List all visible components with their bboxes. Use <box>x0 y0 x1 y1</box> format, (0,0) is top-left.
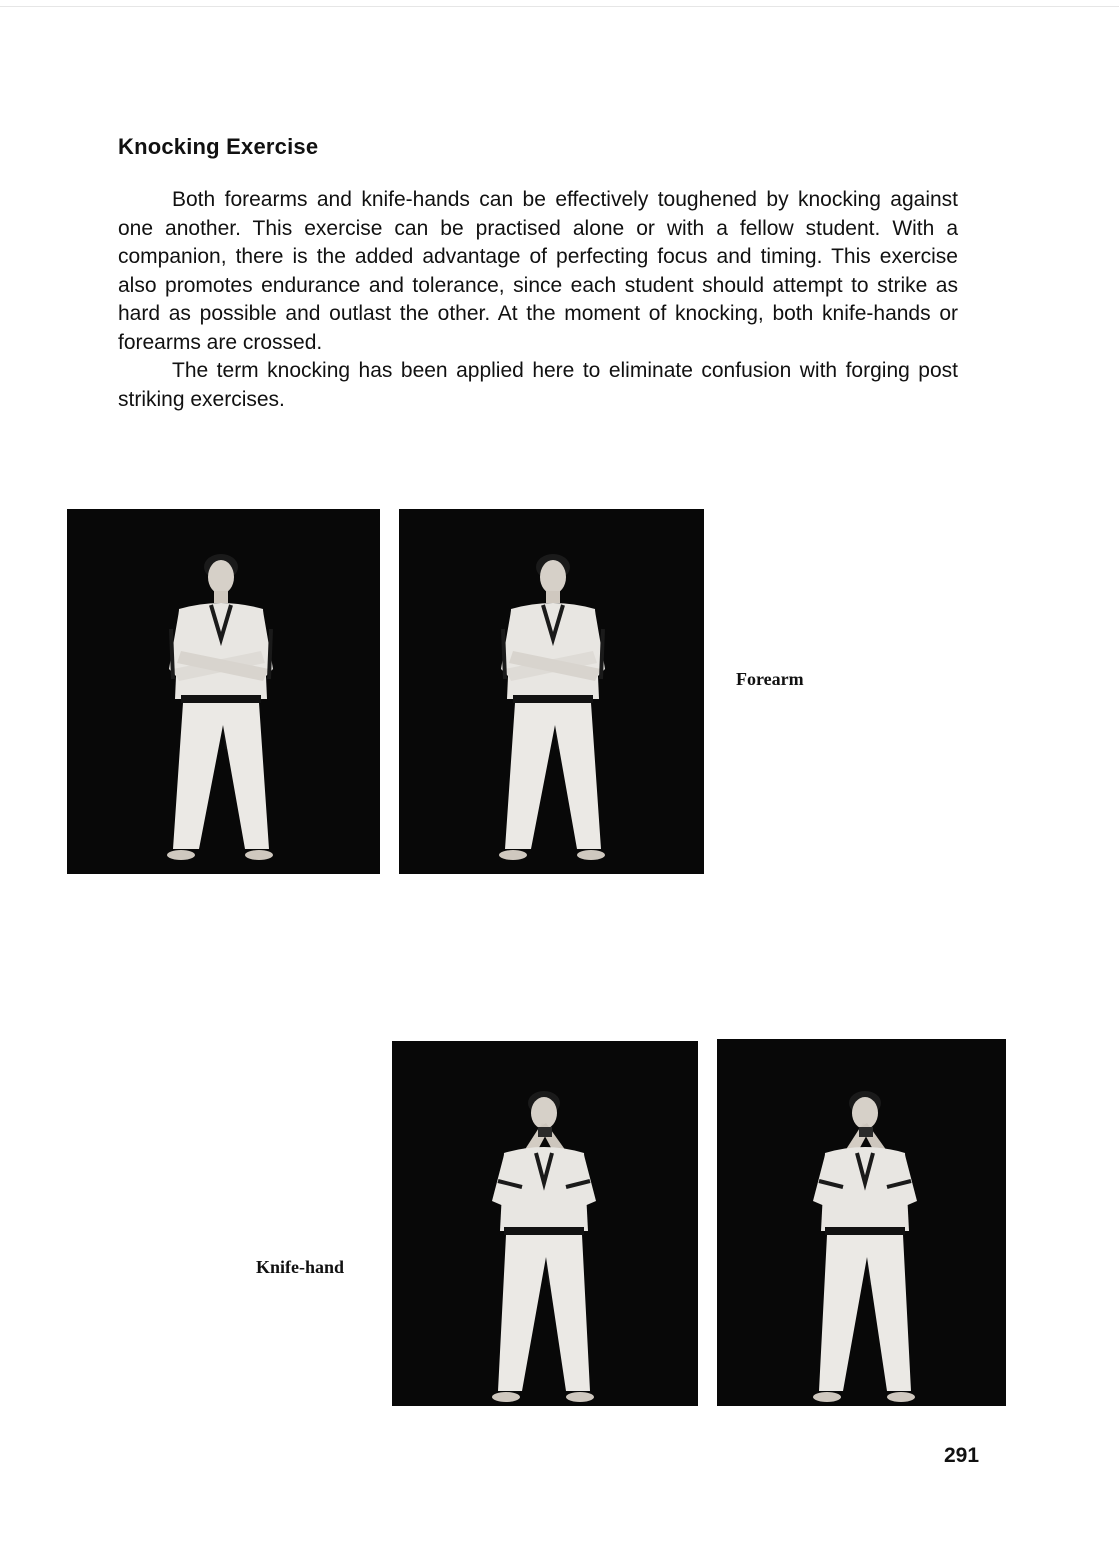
paragraph-2: The term knocking has been applied here to eliminate confusion with forging post striking exercises. <box>118 359 958 411</box>
forearm-photo-2 <box>399 509 704 874</box>
forearm-photo-1 <box>67 509 380 874</box>
page-number: 291 <box>944 1444 980 1467</box>
body-text <box>118 186 958 414</box>
section-heading: Knocking Exercise <box>118 134 319 159</box>
knife-hand-photo-1 <box>392 1041 698 1406</box>
knife-hand-photo-2 <box>717 1039 1006 1406</box>
knife-hand-caption: Knife-hand <box>256 1257 345 1277</box>
forearm-caption: Forearm <box>736 669 804 689</box>
paragraph-1: Both forearms and knife-hands can be effectively toughened by knocking against one another. This exercise can be practised alone or with a fellow student. With a companion, there is the added advantage of perfecting focus and timing. This exercise also promotes endurance and tolerance, since each student should attempt to strike as hard as possible and outlast the other. At the moment of knocking, both knife-hands or forearms are crossed. <box>118 188 958 354</box>
top-scan-line <box>0 6 1119 7</box>
